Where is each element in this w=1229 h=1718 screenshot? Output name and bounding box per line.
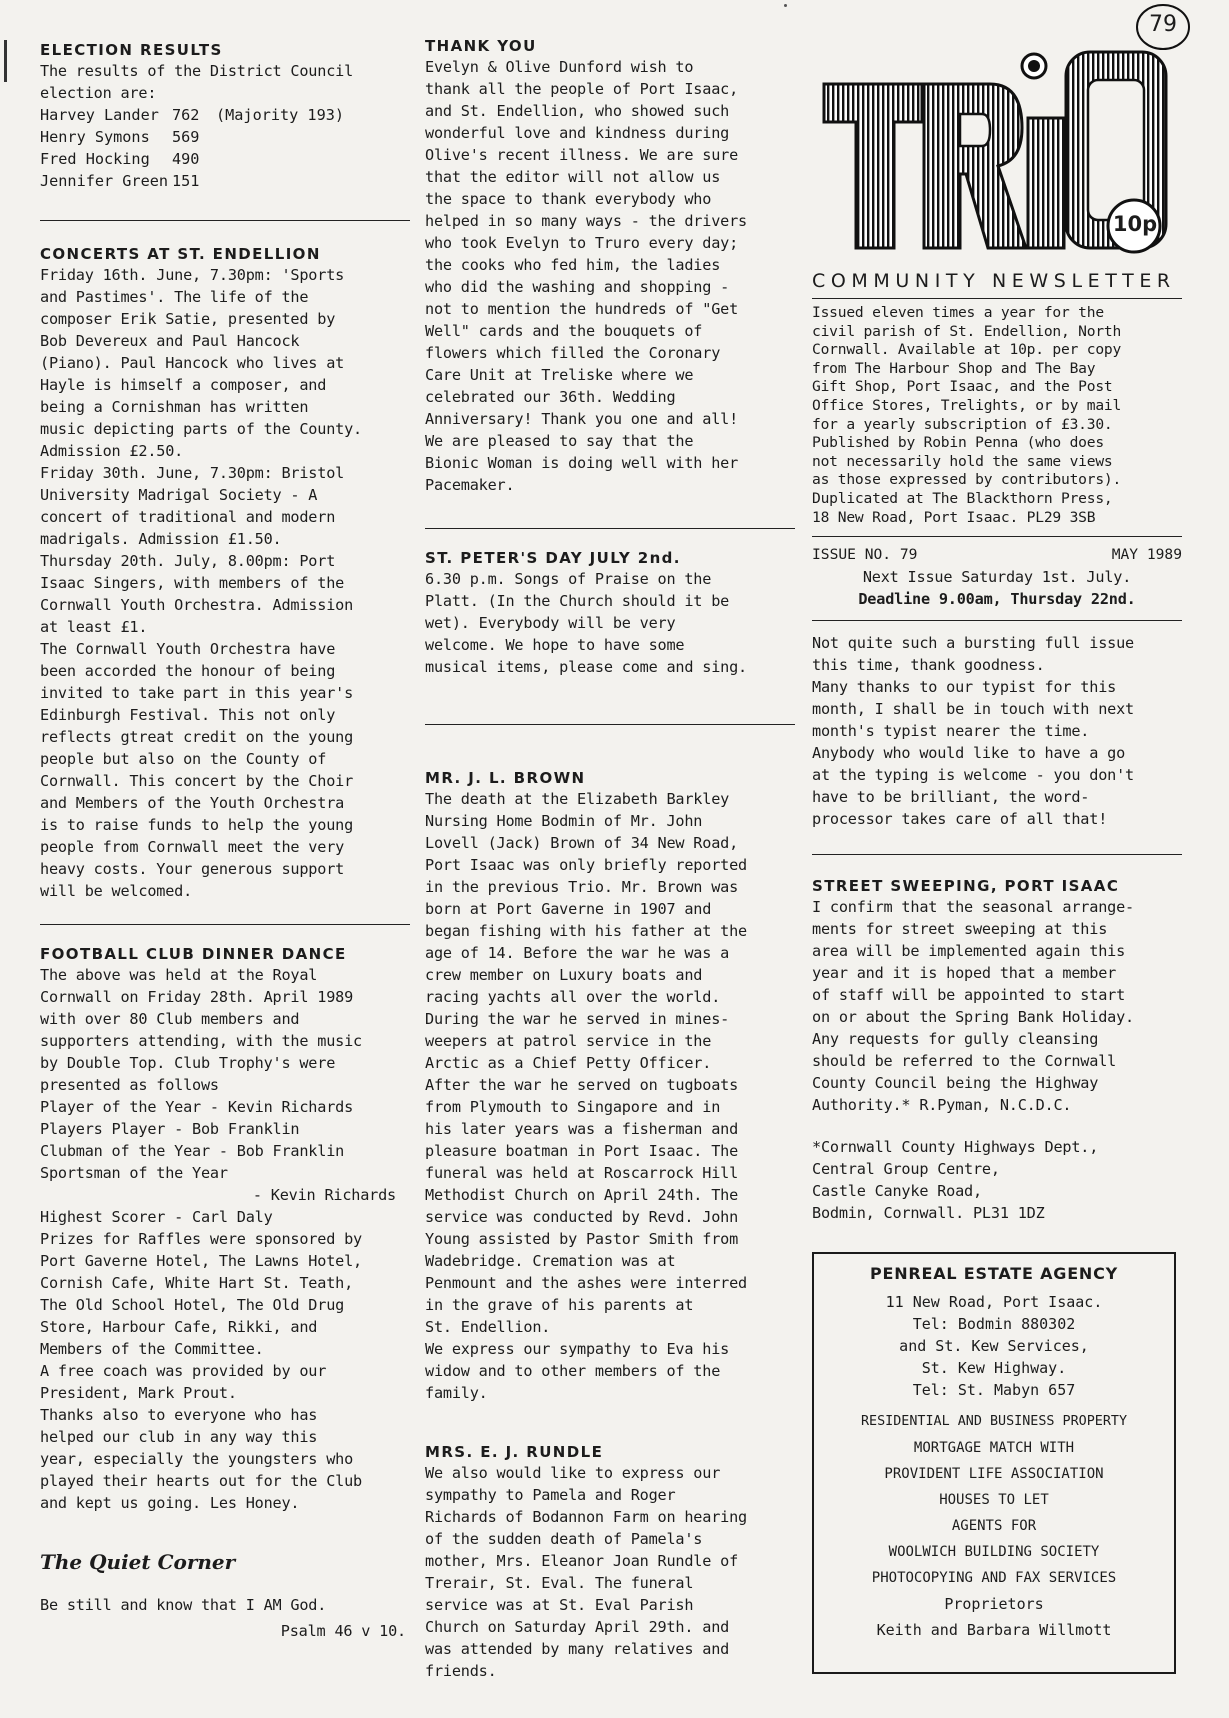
- candidate-votes: 569: [172, 128, 200, 146]
- issue-details: [812, 544, 1182, 610]
- divider: [812, 854, 1182, 855]
- editorial-note: [812, 632, 1182, 830]
- brown-heading: MR. J. L. BROWN: [425, 769, 586, 787]
- quiet-corner: [40, 1550, 410, 1642]
- brown-obituary: [425, 768, 795, 1404]
- candidate-votes: 151: [172, 172, 200, 190]
- agency-service: PROVIDENT LIFE ASSOCIATION: [884, 1466, 1104, 1482]
- newsletter-subtitle: COMMUNITY NEWSLETTER: [812, 270, 1176, 292]
- st-peters-heading: ST. PETER'S DAY JULY 2nd.: [425, 549, 681, 567]
- result-row: [40, 170, 410, 192]
- street-sweeping-article: [812, 876, 1182, 1224]
- sweeping-heading: STREET SWEEPING, PORT ISAAC: [812, 877, 1120, 895]
- masthead: [812, 48, 1182, 298]
- divider: [425, 528, 795, 529]
- agency-service: WOOLWICH BUILDING SOCIETY: [888, 1544, 1100, 1560]
- publication-info-text: Issued eleven times a year for the civil parish of St. Endellion, North Cornwall. Available at 10p. per copy from The Harbour Shop and The Bay Gift Shop, Port Isaac, and the Post Office Stores, Trelights, or by mail for a yearly subscription of £3.30. Published by Robin Penna (who does not necessarily hold the same views as those expressed by contributors). Duplicated at The Blackthorn Press, 18 New Road, Port Isaac. PL29 3SB: [812, 304, 1122, 526]
- sweeping-address: *Cornwall County Highways Dept., Central Group Centre, Castle Canyke Road, Bodmin, Cornwall. PL31 1DZ: [812, 1138, 1099, 1222]
- agency-address-line: Tel: St. Mabyn 657: [912, 1381, 1076, 1399]
- quiet-corner-reference: Psalm 46 v 10.: [280, 1622, 406, 1640]
- issue-date: MAY 1989: [1111, 546, 1182, 563]
- agency-service: AGENTS FOR: [951, 1518, 1037, 1534]
- publication-info: [812, 304, 1182, 527]
- divider: [812, 620, 1182, 621]
- divider: [425, 724, 795, 725]
- thank-you-body: Evelyn & Olive Dunford wish to thank all the people of Port Isaac, and St. Endellion, who showed such wonderful love and kindness during Olive's recent illness. We are sure that the editor will not allow us the space to thank everybody who helped in so many ways - the drivers who took Evelyn to Truro every day; the cooks who fed him, the ladies who did the washing and shopping - not to mention the hundreds of "Get Well" cards and the bouquets of flowers which filled the Coronary Care Unit at Treliske where we celebrated our 36th. Wedding Anniversary! Thank you one and all! We are pleased to say that the Bionic Woman is doing well with her Pacemaker.: [425, 58, 747, 494]
- result-row: [40, 126, 410, 148]
- result-row: [40, 148, 410, 170]
- sweeping-body: I confirm that the seasonal arrange- ments for street sweeping at this area will be implemented again this year and it is hoped that a member of staff will be appointed to start on or about the Spring Bank Holiday. Any requests for gully cleansing should be referred to the Cornwall County Council being the Highway Authority.* R.Pyman, N.C.D.C.: [812, 898, 1134, 1114]
- agency-service: RESIDENTIAL AND BUSINESS PROPERTY: [860, 1414, 1128, 1429]
- divider: [812, 298, 1182, 299]
- issue-line: [812, 544, 1182, 566]
- st-peters-article: [425, 548, 795, 678]
- agency-address-line: St. Kew Highway.: [921, 1359, 1067, 1377]
- agency-address-line: 11 New Road, Port Isaac.: [885, 1293, 1103, 1311]
- quiet-corner-heading: The Quiet Corner: [40, 1550, 236, 1574]
- agency-service: MORTGAGE MATCH WITH: [913, 1440, 1075, 1456]
- election-heading: ELECTION RESULTS: [40, 41, 223, 59]
- thank-you-article: [425, 36, 795, 496]
- penreal-estate-agency-advert: [812, 1252, 1176, 1674]
- election-results-article: [40, 40, 410, 192]
- quiet-corner-verse: Be still and know that I AM God.: [40, 1596, 327, 1614]
- football-body: The above was held at the Royal Cornwall on Friday 28th. April 1989 with over 80 Club members and supporters attending, with the music by Double Top. Club Trophy's were presented as follows Player of the Year - Kevin Richards Players Player - Bob Franklin Clubman of the Year - Bob Franklin Sportsman of the Year: [40, 966, 362, 1182]
- divider: [812, 536, 1182, 537]
- divider: [40, 220, 410, 221]
- page-number: 79: [1149, 12, 1177, 37]
- candidate-note: (Majority 193): [216, 106, 345, 124]
- st-peters-body: 6.30 p.m. Songs of Praise on the Platt. (In the Church should it be wet). Everybody will be very welcome. We hope to have some musical items, please come and sing.: [425, 570, 747, 676]
- price-badge-label: 10p: [1112, 212, 1158, 236]
- page-speck: [784, 4, 787, 7]
- editorial-text: Not quite such a bursting full issue this time, thank goodness. Many thanks to our typist for this month, I shall be in touch with next month's typist nearer the time. Anybody who would like to have a go at the typing is welcome - you don't have to be brilliant, the word- processor takes care of all that!: [812, 634, 1134, 828]
- concerts-article: [40, 244, 410, 902]
- rundle-heading: MRS. E. J. RUNDLE: [425, 1443, 604, 1461]
- margin-mark: [4, 40, 7, 82]
- agency-proprietors: Keith and Barbara Willmott: [876, 1621, 1112, 1639]
- next-issue: Next Issue Saturday 1st. July.: [862, 568, 1132, 586]
- issue-number: ISSUE NO. 79: [812, 546, 918, 563]
- result-row: [40, 104, 410, 126]
- election-intro: The results of the District Council election are:: [40, 62, 354, 102]
- agency-proprietors-label: Proprietors: [944, 1595, 1044, 1613]
- agency-service: HOUSES TO LET: [939, 1492, 1049, 1508]
- rundle-obituary: [425, 1442, 795, 1682]
- divider: [40, 924, 410, 925]
- brown-body: The death at the Elizabeth Barkley Nursing Home Bodmin of Mr. John Lovell (Jack) Brown of 34 New Road, Port Isaac was only briefly reported in the previous Trio. Mr. Brown was born at Port Gaverne in 1907 and began fishing with his father at the age of 14. Before the war he was a crew member on Luxury boats and racing yachts all over the world. During the war he served in mines- weepers at patrol service in the Arctic as a Chief Petty Officer. After the war he served on tugboats from Plymouth to Singapore and in his later years was a fisherman and pleasure boatman in Port Isaac. The funeral was held at Roscarrock Hill Methodist Church on April 24th. The service was conducted by Revd. John Young assisted by Pastor Smith from Wadebridge. Cremation was at Penmount and the ashes were interred in the grave of his parents at St. Endellion. We express our sympathy to Eva his widow and to other members of the family.: [425, 790, 747, 1402]
- football-sportsman: - Kevin Richards: [252, 1186, 396, 1204]
- football-article: [40, 944, 410, 1514]
- candidate-name: Henry Symons: [40, 128, 150, 146]
- candidate-name: Fred Hocking: [40, 150, 150, 168]
- agency-name: PENREAL ESTATE AGENCY: [869, 1264, 1119, 1283]
- agency-address-line: Tel: Bodmin 880302: [912, 1315, 1076, 1333]
- deadline: Deadline 9.00am, Thursday 22nd.: [858, 590, 1136, 608]
- agency-service: PHOTOCOPYING AND FAX SERVICES: [871, 1570, 1117, 1586]
- concerts-body: Friday 16th. June, 7.30pm: 'Sports and Pastimes'. The life of the composer Erik Satie, presented by Bob Devereux and Paul Hancock (Piano). Paul Hancock who lives at Hayle is himself a composer, and being a Cornishman has written music depicting parts of the County. Admission £2.50. Friday 30th. June, 7.30pm: Bristol University Madrigal Society - A concert of traditional and modern madrigals. Admission £1.50. Thursday 20th. July, 8.00pm: Port Isaac Singers, with members of the Cornwall Youth Orchestra. Admission at least £1. The Cornwall Youth Orchestra have been accorded the honour of being invited to take part in this year's Edinburgh Festival. This not only reflects gtreat credit on the young people but also on the County of Cornwall. This concert by the Choir and Members of the Youth Orchestra is to raise funds to help the young people from Cornwall meet the very heavy costs. Your generous support will be welcomed.: [40, 266, 362, 900]
- candidate-name: Harvey Lander: [40, 106, 159, 124]
- agency-address-line: and St. Kew Services,: [899, 1337, 1089, 1355]
- concerts-heading: CONCERTS AT ST. ENDELLION: [40, 245, 321, 263]
- rundle-body: We also would like to express our sympathy to Pamela and Roger Richards of Bodannon Farm on hearing of the sudden death of Pamela's mother, Mrs. Eleanor Joan Rundle of Trerair, St. Eval. The funeral service was at St. Eval Parish Church on Saturday April 29th. and was attended by many relatives and friends.: [425, 1464, 747, 1680]
- candidate-name: Jennifer Green: [40, 172, 169, 190]
- candidate-votes: 762: [172, 106, 200, 124]
- election-results-table: [40, 104, 410, 192]
- candidate-votes: 490: [172, 150, 200, 168]
- football-heading: FOOTBALL CLUB DINNER DANCE: [40, 945, 347, 963]
- thank-you-heading: THANK YOU: [425, 37, 537, 55]
- football-body-continued: Highest Scorer - Carl Daly Prizes for Raffles were sponsored by Port Gaverne Hotel, The Lawns Hotel, Cornish Cafe, White Hart St. Teath, The Old School Hotel, The Old Drug Store, Harbour Cafe, Rikki, and Members of the Committee. A free coach was provided by our President, Mark Prout. Thanks also to everyone who has helped our club in any way this year, especially the youngsters who played their hearts out for the Club and kept us going. Les Honey.: [40, 1208, 362, 1512]
